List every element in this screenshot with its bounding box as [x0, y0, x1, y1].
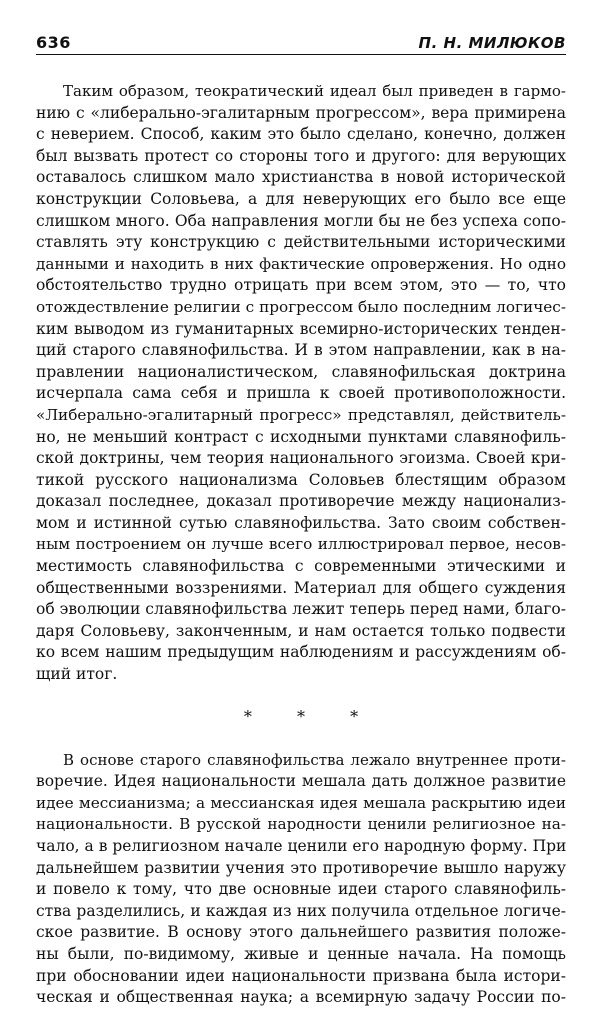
- text-line: щий итог.: [36, 665, 118, 684]
- text-line: ко всем нашим предыдущим наблюдениям и рассуждениям об-: [36, 643, 566, 662]
- book-page: [36, 30, 566, 1009]
- text-line: мом и истинной сутью славянофильства. Зато своим собствен-: [36, 513, 566, 532]
- page-number: 636: [36, 33, 71, 52]
- text-line: даря Соловьеву, законченным, и нам остается только подвести: [36, 621, 566, 640]
- running-head-author: П. Н. МИЛЮКОВ: [418, 34, 566, 52]
- text-line: ций старого славянофильства. И в этом направлении, как в на-: [36, 341, 566, 360]
- text-line: «Либерально-эгалитарный прогресс» представлял, действитель-: [36, 405, 566, 424]
- text-line: и повело к тому, что две основные идеи старого славянофиль-: [36, 880, 566, 899]
- text-line: Таким образом, теократический идеал был приведен в гармо-: [63, 82, 566, 100]
- section-divider: * * *: [243, 706, 379, 726]
- text-line: правлении националистическом, славянофильская доктрина: [36, 362, 566, 381]
- text-line: отождествление религии с прогрессом было последним логичес-: [36, 297, 566, 316]
- paragraph-2: [36, 750, 566, 1009]
- text-line: оставалось слишком мало христианства в новой исторической: [36, 168, 566, 187]
- text-line: дальнейшем развитии учения это противоречие вышло наружу: [36, 858, 566, 877]
- paragraph-1: [36, 81, 566, 686]
- text-line: местимость славянофильства с современными этическими и: [36, 557, 566, 576]
- text-line: был вызвать протест со стороны того и другого: для верующих: [36, 146, 566, 165]
- text-line: идее мессианизма; а мессианская идея мешала раскрытию идеи: [36, 793, 566, 812]
- text-line: обстоятельство трудно отрицать при всем этом, это — то, что: [36, 276, 566, 295]
- text-line: доказал последнее, доказал противоречие между национализ-: [36, 492, 566, 511]
- text-line: ства разделились, и каждая из них получила отдельное логиче-: [36, 901, 566, 920]
- text-line: ской доктрины, чем теория национального эгоизма. Своей кри-: [36, 449, 566, 468]
- text-line: исчерпала сама себя и пришла к своей противоположности.: [36, 384, 566, 403]
- text-line: слишком много. Оба направления могли бы не без успеха сопо-: [36, 211, 566, 230]
- text-line: чало, а в религиозном начале ценили его народную форму. При: [36, 837, 567, 855]
- text-line: воречие. Идея национальности мешала дать должное развитие: [36, 772, 566, 791]
- text-line: нию с «либерально-эгалитарным прогрессом», вера примирена: [36, 103, 566, 122]
- text-line: ким выводом из гуманитарных всемирно-исторических тенден-: [36, 319, 566, 338]
- text-line: но, не меньший контраст с исходными пунктами славянофиль-: [36, 427, 566, 446]
- text-line: ны были, по-видимому, живые и ценные начала. На помощь: [36, 944, 566, 963]
- text-line: В основе старого славянофильства лежало внутреннее проти-: [63, 750, 566, 769]
- text-line: с неверием. Способ, каким это было сделано, конечно, должен: [36, 125, 566, 144]
- text-line: данными и находить в них фактические опровержения. Но одно: [36, 254, 566, 273]
- text-line: общественными воззрениями. Материал для общего суждения: [36, 578, 566, 597]
- text-line: ставлять эту конструкцию с действительными историческими: [36, 233, 566, 252]
- text-line: тикой русского национализма Соловьев блестящим образом: [36, 470, 566, 489]
- text-line: национальности. В русской народности ценили религиозное на-: [36, 815, 566, 834]
- text-line: ское развитие. В основу этого дальнейшего развития положе-: [36, 923, 566, 942]
- text-line: ческая и общественная наука; а всемирную задачу России по-: [36, 988, 566, 1007]
- text-line: конструкции Соловьева, а для неверующих его было все еще: [36, 189, 566, 208]
- text-line: ным построением он лучше всего иллюстрировал первое, несов-: [36, 535, 566, 554]
- text-line: об эволюции славянофильства лежит теперь перед нами, благо-: [36, 600, 566, 619]
- running-head: [36, 30, 566, 55]
- text-line: при обосновании идеи национальности призвана была истори-: [36, 966, 566, 985]
